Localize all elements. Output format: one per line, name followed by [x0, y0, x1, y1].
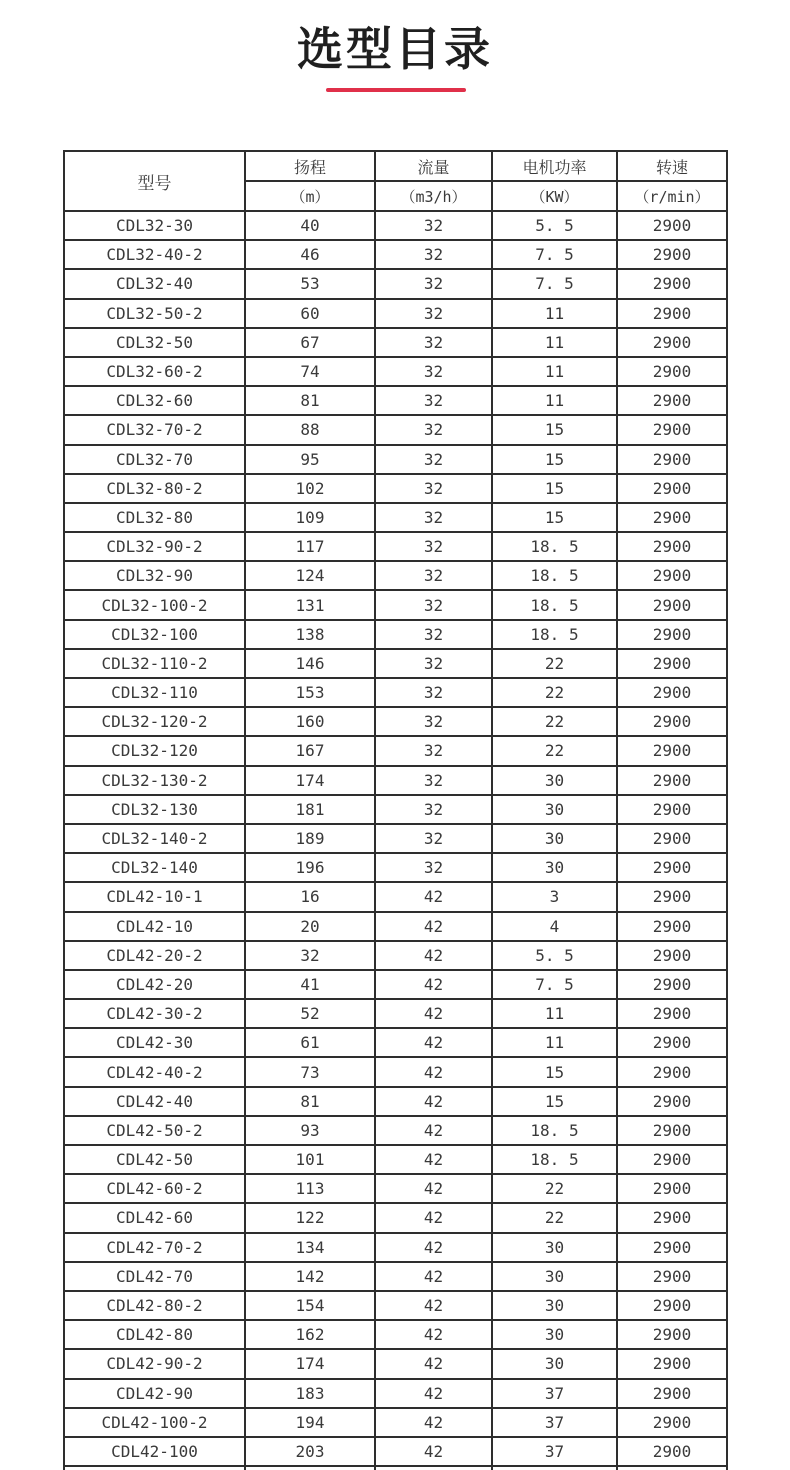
value-cell: 2900 [617, 649, 727, 678]
value-cell: 42 [375, 1174, 492, 1203]
value-cell: 2900 [617, 970, 727, 999]
value-cell: 42 [375, 1349, 492, 1378]
table-row [64, 357, 727, 386]
table-row [64, 620, 727, 649]
value-cell: 146 [245, 649, 375, 678]
model-cell: CDL42-70 [64, 1262, 245, 1291]
value-cell: 32 [375, 357, 492, 386]
value-cell: 32 [375, 299, 492, 328]
value-cell: 2900 [617, 795, 727, 824]
value-cell: 122 [245, 1203, 375, 1232]
value-cell: 131 [245, 590, 375, 619]
value-cell: 2900 [617, 882, 727, 911]
table-row [64, 1116, 727, 1145]
value-cell: 134 [245, 1233, 375, 1262]
value-cell: 32 [375, 240, 492, 269]
model-cell: CDL42-100-2 [64, 1408, 245, 1437]
value-cell: 42 [375, 1379, 492, 1408]
value-cell: 2900 [617, 1028, 727, 1057]
table-header [64, 151, 727, 211]
empty-cell [617, 1466, 727, 1470]
value-cell: 42 [375, 970, 492, 999]
value-cell: 88 [245, 415, 375, 444]
model-cell: CDL42-20 [64, 970, 245, 999]
value-cell: 2900 [617, 240, 727, 269]
value-cell: 60 [245, 299, 375, 328]
value-cell: 32 [375, 707, 492, 736]
value-cell: 11 [492, 999, 617, 1028]
value-cell: 42 [375, 1233, 492, 1262]
value-cell: 30 [492, 795, 617, 824]
table-row [64, 503, 727, 532]
value-cell: 37 [492, 1379, 617, 1408]
value-cell: 2900 [617, 824, 727, 853]
model-cell: CDL32-130 [64, 795, 245, 824]
value-cell: 174 [245, 1349, 375, 1378]
table-row [64, 1437, 727, 1466]
value-cell: 2900 [617, 1291, 727, 1320]
value-cell: 42 [375, 999, 492, 1028]
value-cell: 196 [245, 853, 375, 882]
value-cell: 15 [492, 1087, 617, 1116]
value-cell: 2900 [617, 1408, 727, 1437]
value-cell: 30 [492, 1262, 617, 1291]
model-cell: CDL32-100-2 [64, 590, 245, 619]
value-cell: 42 [375, 1145, 492, 1174]
value-cell: 22 [492, 707, 617, 736]
table-row [64, 1145, 727, 1174]
value-cell: 2900 [617, 269, 727, 298]
value-cell: 40 [245, 211, 375, 240]
value-cell: 2900 [617, 1437, 727, 1466]
model-cell: CDL32-130-2 [64, 766, 245, 795]
value-cell: 2900 [617, 386, 727, 415]
value-cell: 2900 [617, 299, 727, 328]
table-row [64, 999, 727, 1028]
value-cell: 32 [375, 415, 492, 444]
table-row [64, 649, 727, 678]
value-cell: 20 [245, 912, 375, 941]
value-cell: 142 [245, 1262, 375, 1291]
value-cell: 22 [492, 1203, 617, 1232]
table-row [64, 590, 727, 619]
table-row [64, 736, 727, 765]
model-cell: CDL42-80-2 [64, 1291, 245, 1320]
value-cell: 81 [245, 386, 375, 415]
value-cell: 32 [375, 853, 492, 882]
column-unit-power: （KW） [492, 181, 617, 211]
model-cell: CDL42-70-2 [64, 1233, 245, 1262]
value-cell: 32 [375, 328, 492, 357]
value-cell: 53 [245, 269, 375, 298]
model-cell: CDL42-100 [64, 1437, 245, 1466]
value-cell: 30 [492, 853, 617, 882]
value-cell: 138 [245, 620, 375, 649]
model-cell: CDL32-60 [64, 386, 245, 415]
value-cell: 4 [492, 912, 617, 941]
value-cell: 22 [492, 736, 617, 765]
table-row [64, 1320, 727, 1349]
page-title: 选型目录 [297, 22, 493, 76]
value-cell: 74 [245, 357, 375, 386]
value-cell: 32 [375, 445, 492, 474]
value-cell: 42 [375, 1087, 492, 1116]
value-cell: 32 [375, 736, 492, 765]
model-cell: CDL32-60-2 [64, 357, 245, 386]
value-cell: 18. 5 [492, 561, 617, 590]
model-cell: CDL32-50-2 [64, 299, 245, 328]
table-row [64, 1349, 727, 1378]
value-cell: 22 [492, 649, 617, 678]
empty-cell [64, 1466, 245, 1470]
table-row [64, 445, 727, 474]
value-cell: 2900 [617, 474, 727, 503]
value-cell: 101 [245, 1145, 375, 1174]
model-cell: CDL42-50-2 [64, 1116, 245, 1145]
value-cell: 2900 [617, 561, 727, 590]
model-cell: CDL42-30 [64, 1028, 245, 1057]
value-cell: 5. 5 [492, 211, 617, 240]
value-cell: 2900 [617, 328, 727, 357]
value-cell: 2900 [617, 1174, 727, 1203]
model-cell: CDL32-40-2 [64, 240, 245, 269]
value-cell: 30 [492, 1320, 617, 1349]
table-row [64, 474, 727, 503]
value-cell: 2900 [617, 1262, 727, 1291]
value-cell: 67 [245, 328, 375, 357]
value-cell: 42 [375, 1320, 492, 1349]
table-row [64, 1087, 727, 1116]
value-cell: 11 [492, 1028, 617, 1057]
value-cell: 30 [492, 1349, 617, 1378]
value-cell: 30 [492, 766, 617, 795]
value-cell: 2900 [617, 620, 727, 649]
table-row [64, 941, 727, 970]
value-cell: 2900 [617, 211, 727, 240]
table-row [64, 766, 727, 795]
table-row [64, 970, 727, 999]
value-cell: 42 [375, 1057, 492, 1086]
value-cell: 15 [492, 474, 617, 503]
table-row-partial [64, 1466, 727, 1470]
value-cell: 42 [375, 1291, 492, 1320]
value-cell: 11 [492, 328, 617, 357]
value-cell: 15 [492, 415, 617, 444]
value-cell: 3 [492, 882, 617, 911]
model-cell: CDL32-40 [64, 269, 245, 298]
table-row [64, 1057, 727, 1086]
value-cell: 2900 [617, 678, 727, 707]
value-cell: 2900 [617, 532, 727, 561]
model-cell: CDL32-90-2 [64, 532, 245, 561]
value-cell: 2900 [617, 1057, 727, 1086]
value-cell: 42 [375, 1116, 492, 1145]
empty-cell [245, 1466, 375, 1470]
table-row [64, 795, 727, 824]
value-cell: 2900 [617, 1116, 727, 1145]
model-cell: CDL32-30 [64, 211, 245, 240]
table-row [64, 1203, 727, 1232]
value-cell: 154 [245, 1291, 375, 1320]
model-cell: CDL32-140 [64, 853, 245, 882]
value-cell: 2900 [617, 707, 727, 736]
value-cell: 2900 [617, 503, 727, 532]
value-cell: 7. 5 [492, 269, 617, 298]
model-cell: CDL32-110-2 [64, 649, 245, 678]
table-row [64, 1408, 727, 1437]
empty-cell [492, 1466, 617, 1470]
value-cell: 46 [245, 240, 375, 269]
value-cell: 124 [245, 561, 375, 590]
model-cell: CDL32-110 [64, 678, 245, 707]
value-cell: 32 [375, 561, 492, 590]
value-cell: 32 [375, 386, 492, 415]
column-unit-speed: （r/min） [617, 181, 727, 211]
model-cell: CDL32-50 [64, 328, 245, 357]
value-cell: 32 [375, 474, 492, 503]
table-row [64, 912, 727, 941]
value-cell: 15 [492, 503, 617, 532]
value-cell: 2900 [617, 1087, 727, 1116]
value-cell: 32 [375, 503, 492, 532]
column-header-power: 电机功率 [492, 151, 617, 181]
table-row [64, 1291, 727, 1320]
value-cell: 2900 [617, 853, 727, 882]
value-cell: 11 [492, 299, 617, 328]
value-cell: 174 [245, 766, 375, 795]
value-cell: 2900 [617, 445, 727, 474]
value-cell: 2900 [617, 1379, 727, 1408]
column-header-model: 型号 [64, 151, 245, 211]
value-cell: 160 [245, 707, 375, 736]
value-cell: 37 [492, 1437, 617, 1466]
title-underline [326, 88, 466, 92]
value-cell: 189 [245, 824, 375, 853]
value-cell: 2900 [617, 357, 727, 386]
model-cell: CDL42-40 [64, 1087, 245, 1116]
value-cell: 2900 [617, 1349, 727, 1378]
model-cell: CDL42-60-2 [64, 1174, 245, 1203]
value-cell: 30 [492, 1233, 617, 1262]
value-cell: 18. 5 [492, 1145, 617, 1174]
value-cell: 2900 [617, 999, 727, 1028]
empty-cell [375, 1466, 492, 1470]
value-cell: 37 [492, 1408, 617, 1437]
value-cell: 30 [492, 824, 617, 853]
value-cell: 73 [245, 1057, 375, 1086]
value-cell: 2900 [617, 912, 727, 941]
table-row [64, 853, 727, 882]
value-cell: 93 [245, 1116, 375, 1145]
model-cell: CDL42-80 [64, 1320, 245, 1349]
value-cell: 32 [375, 824, 492, 853]
value-cell: 32 [375, 620, 492, 649]
value-cell: 2900 [617, 1145, 727, 1174]
table-row [64, 240, 727, 269]
value-cell: 32 [375, 795, 492, 824]
value-cell: 15 [492, 1057, 617, 1086]
table-row [64, 211, 727, 240]
value-cell: 81 [245, 1087, 375, 1116]
table-row [64, 824, 727, 853]
model-cell: CDL42-20-2 [64, 941, 245, 970]
value-cell: 95 [245, 445, 375, 474]
value-cell: 18. 5 [492, 1116, 617, 1145]
page-header [0, 24, 790, 75]
value-cell: 183 [245, 1379, 375, 1408]
model-cell: CDL32-100 [64, 620, 245, 649]
value-cell: 42 [375, 1028, 492, 1057]
value-cell: 32 [375, 211, 492, 240]
table-row [64, 415, 727, 444]
value-cell: 18. 5 [492, 590, 617, 619]
table-row [64, 561, 727, 590]
model-cell: CDL42-10-1 [64, 882, 245, 911]
model-cell: CDL32-70 [64, 445, 245, 474]
model-cell: CDL32-80-2 [64, 474, 245, 503]
model-cell: CDL32-70-2 [64, 415, 245, 444]
value-cell: 32 [375, 766, 492, 795]
value-cell: 32 [375, 532, 492, 561]
value-cell: 7. 5 [492, 970, 617, 999]
value-cell: 2900 [617, 1233, 727, 1262]
model-cell: CDL32-80 [64, 503, 245, 532]
table-row [64, 1262, 727, 1291]
value-cell: 42 [375, 1262, 492, 1291]
value-cell: 162 [245, 1320, 375, 1349]
value-cell: 30 [492, 1291, 617, 1320]
model-cell: CDL32-90 [64, 561, 245, 590]
value-cell: 203 [245, 1437, 375, 1466]
value-cell: 32 [375, 678, 492, 707]
value-cell: 2900 [617, 590, 727, 619]
column-unit-flow: （m3/h） [375, 181, 492, 211]
value-cell: 113 [245, 1174, 375, 1203]
model-cell: CDL42-10 [64, 912, 245, 941]
value-cell: 41 [245, 970, 375, 999]
value-cell: 42 [375, 941, 492, 970]
value-cell: 2900 [617, 736, 727, 765]
table-row [64, 707, 727, 736]
value-cell: 32 [245, 941, 375, 970]
value-cell: 2900 [617, 415, 727, 444]
table-row [64, 386, 727, 415]
value-cell: 153 [245, 678, 375, 707]
model-cell: CDL42-30-2 [64, 999, 245, 1028]
value-cell: 194 [245, 1408, 375, 1437]
column-header-head: 扬程 [245, 151, 375, 181]
value-cell: 52 [245, 999, 375, 1028]
table-row [64, 299, 727, 328]
value-cell: 18. 5 [492, 620, 617, 649]
table-row [64, 328, 727, 357]
model-cell: CDL32-140-2 [64, 824, 245, 853]
value-cell: 18. 5 [492, 532, 617, 561]
value-cell: 32 [375, 649, 492, 678]
value-cell: 7. 5 [492, 240, 617, 269]
value-cell: 102 [245, 474, 375, 503]
model-cell: CDL42-60 [64, 1203, 245, 1232]
table-row [64, 269, 727, 298]
value-cell: 42 [375, 912, 492, 941]
value-cell: 2900 [617, 1320, 727, 1349]
value-cell: 5. 5 [492, 941, 617, 970]
table-row [64, 1174, 727, 1203]
selection-table [63, 150, 728, 1470]
column-unit-head: （m） [245, 181, 375, 211]
value-cell: 42 [375, 1203, 492, 1232]
table-row [64, 1379, 727, 1408]
table-row [64, 1233, 727, 1262]
value-cell: 22 [492, 678, 617, 707]
value-cell: 181 [245, 795, 375, 824]
value-cell: 15 [492, 445, 617, 474]
value-cell: 11 [492, 386, 617, 415]
value-cell: 16 [245, 882, 375, 911]
value-cell: 11 [492, 357, 617, 386]
table-row [64, 1028, 727, 1057]
table-row [64, 678, 727, 707]
table-row [64, 882, 727, 911]
column-header-speed: 转速 [617, 151, 727, 181]
value-cell: 61 [245, 1028, 375, 1057]
value-cell: 167 [245, 736, 375, 765]
model-cell: CDL42-50 [64, 1145, 245, 1174]
value-cell: 2900 [617, 941, 727, 970]
model-cell: CDL42-90 [64, 1379, 245, 1408]
table-body [64, 211, 727, 1470]
header-row-labels [64, 151, 727, 181]
value-cell: 2900 [617, 766, 727, 795]
table-row [64, 532, 727, 561]
value-cell: 109 [245, 503, 375, 532]
value-cell: 117 [245, 532, 375, 561]
model-cell: CDL32-120-2 [64, 707, 245, 736]
value-cell: 32 [375, 269, 492, 298]
model-cell: CDL32-120 [64, 736, 245, 765]
value-cell: 32 [375, 590, 492, 619]
model-cell: CDL42-40-2 [64, 1057, 245, 1086]
value-cell: 42 [375, 882, 492, 911]
column-header-flow: 流量 [375, 151, 492, 181]
model-cell: CDL42-90-2 [64, 1349, 245, 1378]
value-cell: 42 [375, 1408, 492, 1437]
value-cell: 42 [375, 1437, 492, 1466]
value-cell: 2900 [617, 1203, 727, 1232]
value-cell: 22 [492, 1174, 617, 1203]
